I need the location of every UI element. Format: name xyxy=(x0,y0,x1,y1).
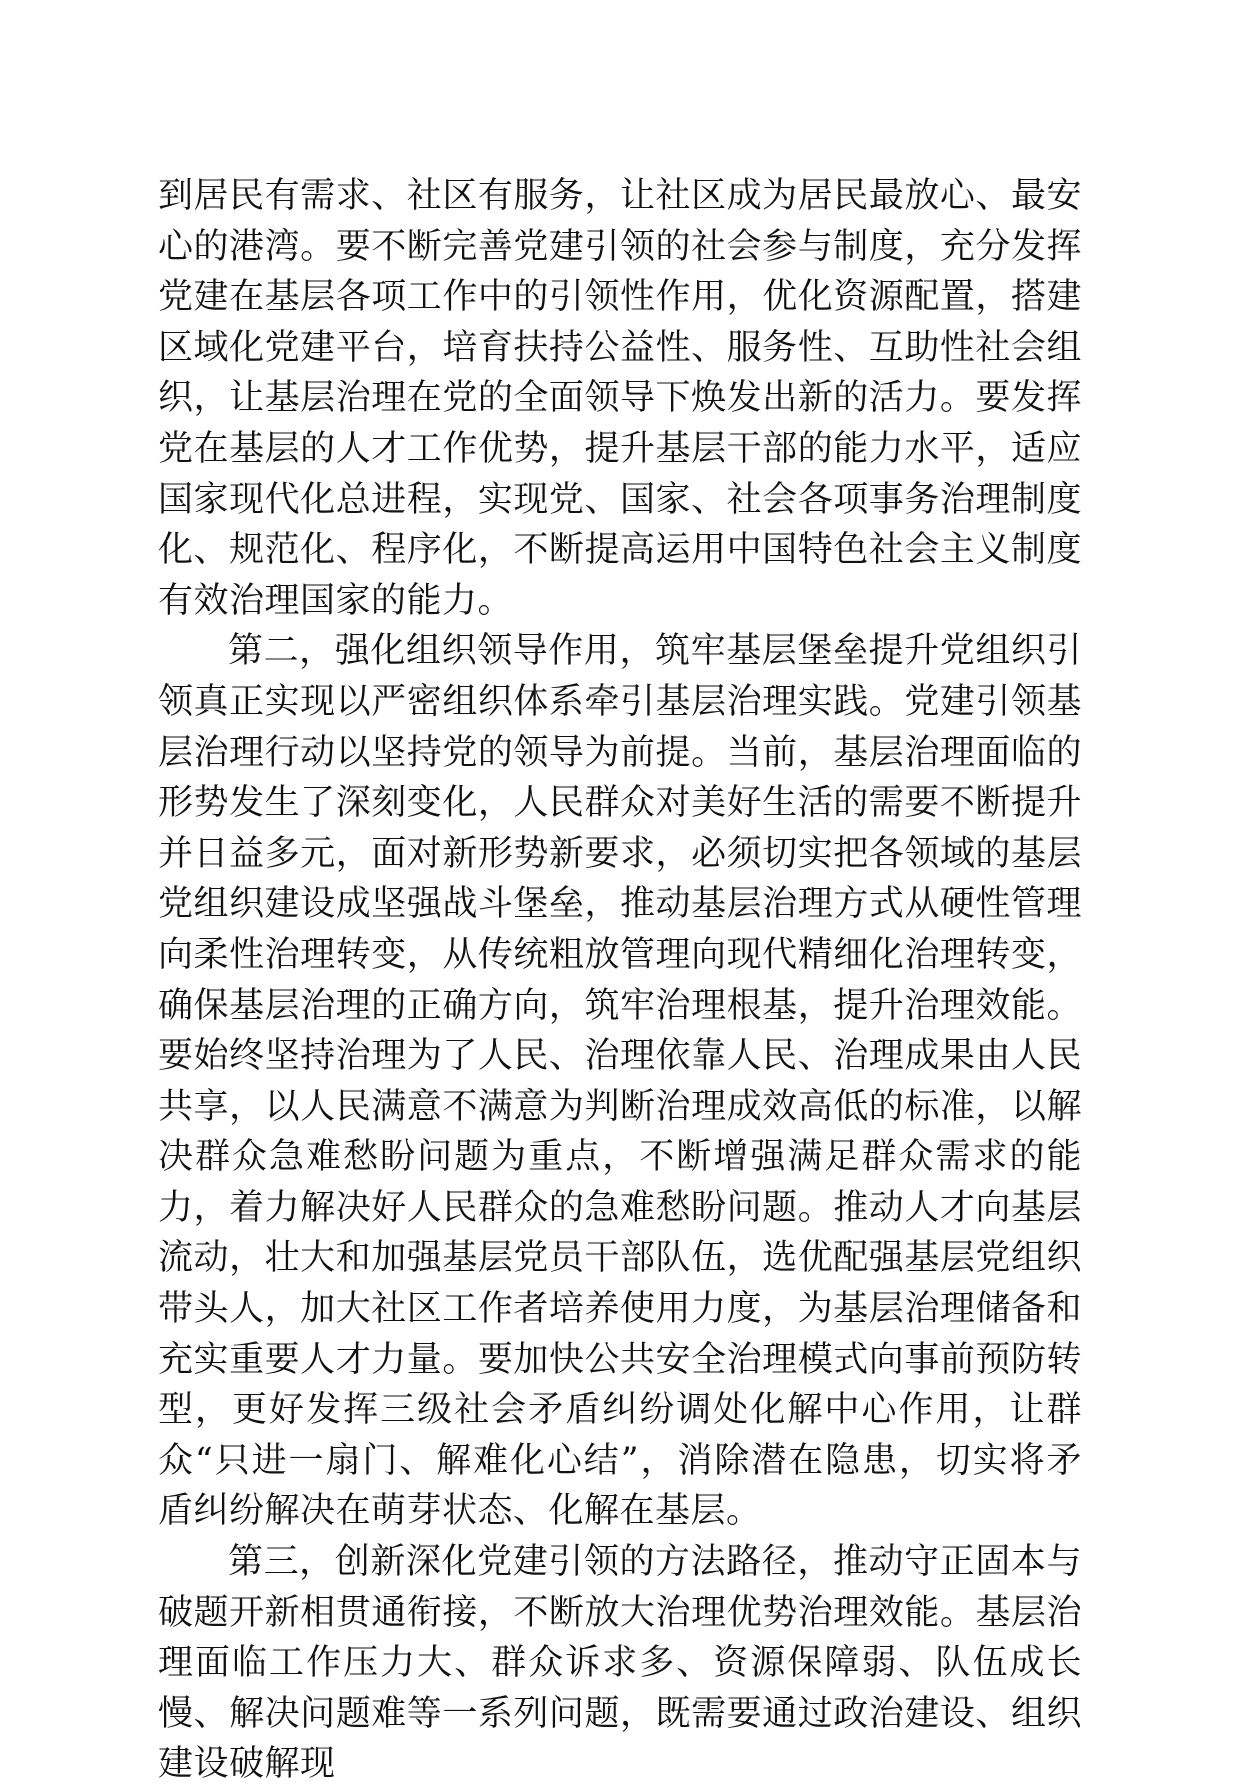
paragraph-second-point: 第二，强化组织领导作用，筑牢基层堡垒提升党组织引领真正实现以严密组织体系牵引基层治理实践。党建引领基层治理行动以坚持党的领导为前提。当前，基层治理面临的形势发生了深刻变化，人民群众对美好生活的需要不断提升并日益多元，面对新形势新要求，必须切实把各领域的基层党组织建设成坚强战斗堡垒，推动基层治理方式从硬性管理向柔性治理转变，从传统粗放管理向现代精细化治理转变，确保基层治理的正确方向，筑牢治理根基，提升治理效能。要始终坚持治理为了人民、治理依靠人民、治理成果由人民共享，以人民满意不满意为判断治理成效高低的标准，以解决群众急难愁盼问题为重点，不断增强满足群众需求的能力，着力解决好人民群众的急难愁盼问题。推动人才向基层流动，壮大和加强基层党员干部队伍，选优配强基层党组织带头人，加大社区工作者培养使用力度，为基层治理储备和充实重要人才力量。要加快公共安全治理模式向事前预防转型，更好发挥三级社会矛盾纠纷调处化解中心作用，让群众“只进一扇门、解难化心结”，消除潜在隐患，切实将矛盾纠纷解决在萌芽状态、化解在基层。 xyxy=(158,631,1082,1532)
paragraph-third-point: 第三，创新深化党建引领的方法路径，推动守正固本与破题开新相贯通衔接，不断放大治理优势治理效能。基层治理面临工作压力大、群众诉求多、资源保障弱、队伍成长慢、解决问题难等一系列问题，既需要通过政治建设、组织建设破解现 xyxy=(158,1542,1082,1785)
paragraph-continuation: 到居民有需求、社区有服务，让社区成为居民最放心、最安心的港湾。要不断完善党建引领的社会参与制度，充分发挥党建在基层各项工作中的引领性作用，优化资源配置，搭建区域化党建平台，培育扶持公益性、服务性、互助性社会组织，让基层治理在党的全面领导下焕发出新的活力。要发挥党在基层的人才工作优势，提升基层干部的能力水平，适应国家现代化总进程，实现党、国家、社会各项事务治理制度化、规范化、程序化，不断提高运用中国特色社会主义制度有效治理国家的能力。 xyxy=(158,176,1082,621)
document-body xyxy=(158,171,1082,1790)
